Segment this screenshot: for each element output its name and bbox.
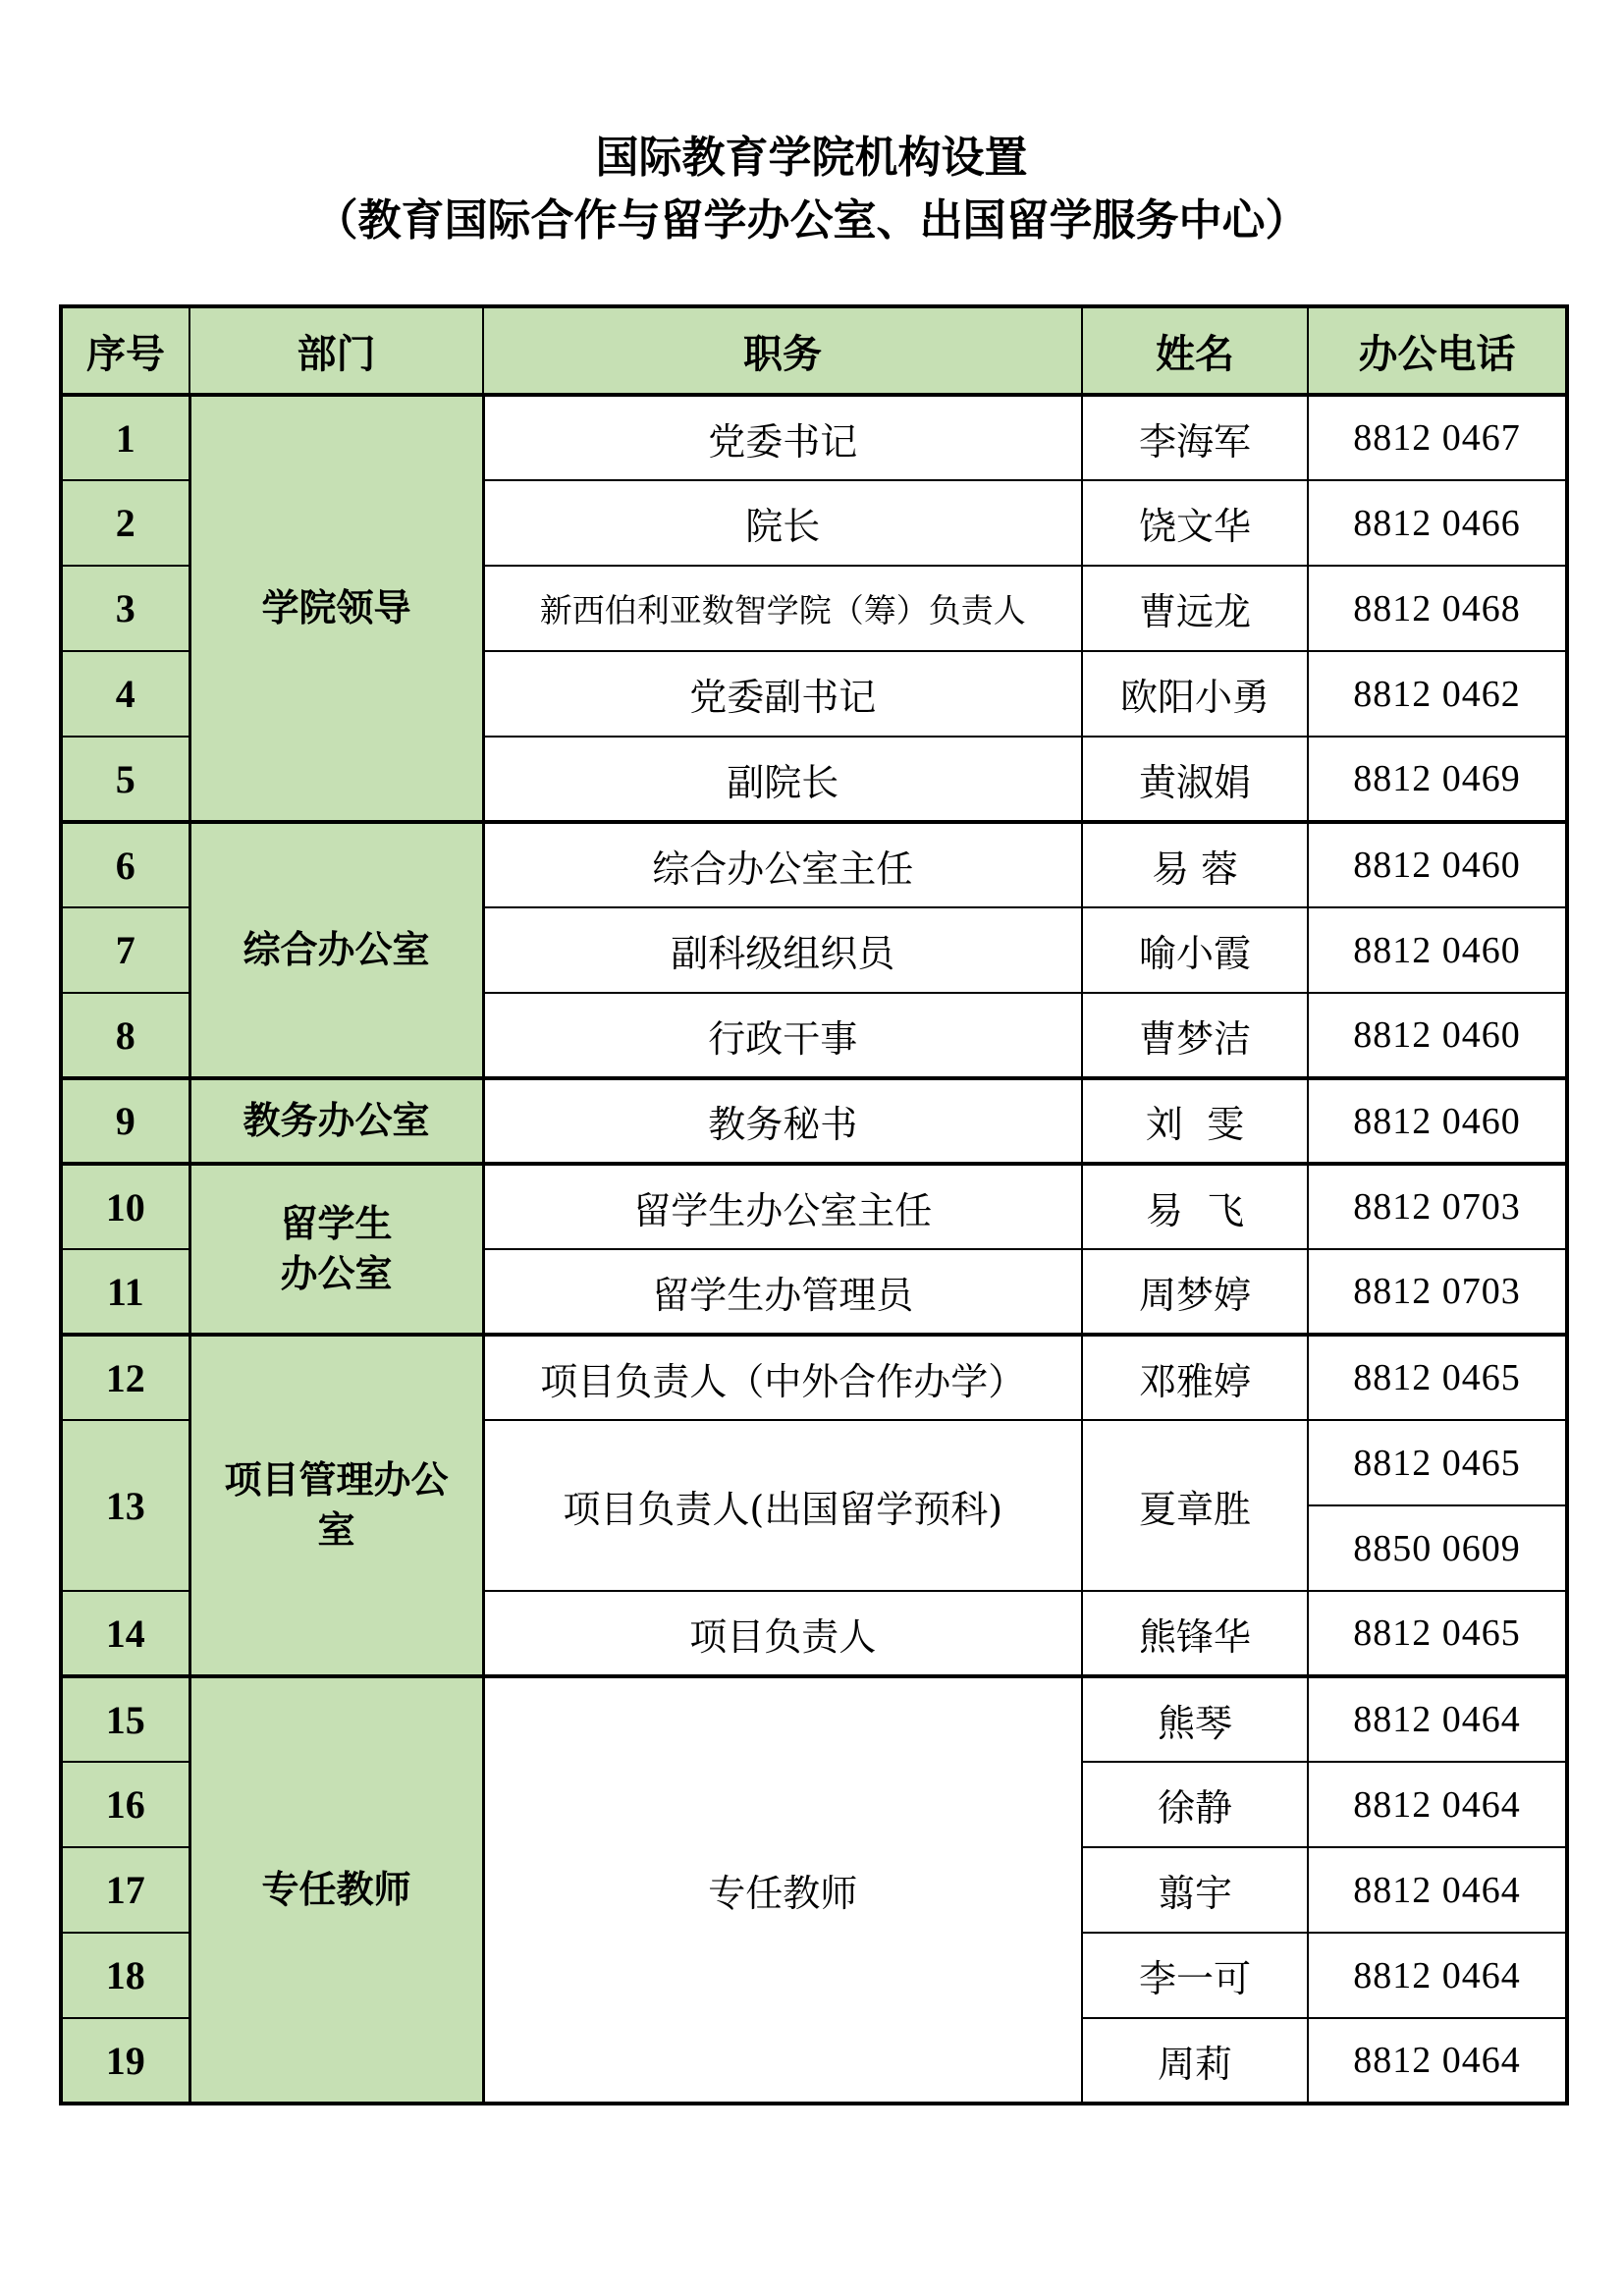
name-cell: 曹梦洁	[1082, 993, 1308, 1078]
table-row	[61, 1676, 1567, 1762]
name-cell: 刘 雯	[1082, 1078, 1308, 1164]
header-position: 职务	[483, 306, 1082, 395]
org-table	[59, 304, 1569, 2105]
name-cell: 黄淑娟	[1082, 737, 1308, 822]
phone-cell: 8812 0703	[1308, 1249, 1567, 1335]
position-cell: 副科级组织员	[483, 907, 1082, 993]
position-cell: 专任教师	[483, 1676, 1082, 2104]
position-cell: 留学生办管理员	[483, 1249, 1082, 1335]
name-cell: 喻小霞	[1082, 907, 1308, 993]
seq-cell: 5	[61, 737, 189, 822]
dept-cell: 专任教师	[189, 1676, 483, 2104]
seq-cell: 7	[61, 907, 189, 993]
seq-cell: 2	[61, 480, 189, 566]
seq-cell: 4	[61, 651, 189, 737]
name-cell: 徐静	[1082, 1762, 1308, 1847]
name-cell: 李一可	[1082, 1933, 1308, 2018]
page-title: 国际教育学院机构设置	[595, 133, 1028, 183]
seq-cell: 9	[61, 1078, 189, 1164]
dept-cell: 综合办公室	[189, 822, 483, 1078]
name-cell: 易 蓉	[1082, 822, 1308, 907]
seq-cell: 18	[61, 1933, 189, 2018]
name-cell: 翦宇	[1082, 1847, 1308, 1933]
position-cell: 项目负责人（中外合作办学）	[483, 1335, 1082, 1420]
page-subtitle: （教育国际合作与留学办公室、出国留学服务中心）	[314, 195, 1309, 246]
phone-cell: 8812 0467	[1308, 395, 1567, 480]
name-cell: 饶文华	[1082, 480, 1308, 566]
phone-cell: 8812 0460	[1308, 1078, 1567, 1164]
phone-cell: 8850 0609	[1308, 1505, 1567, 1591]
phone-cell: 8812 0703	[1308, 1164, 1567, 1249]
phone-cell: 8812 0460	[1308, 993, 1567, 1078]
seq-cell: 11	[61, 1249, 189, 1335]
seq-cell: 1	[61, 395, 189, 480]
phone-cell: 8812 0460	[1308, 907, 1567, 993]
phone-cell: 8812 0464	[1308, 1933, 1567, 2018]
header-seq: 序号	[61, 306, 189, 395]
phone-cell: 8812 0462	[1308, 651, 1567, 737]
dept-label-line: 办公室	[280, 1252, 393, 1295]
position-cell: 副院长	[483, 737, 1082, 822]
dept-cell	[189, 1335, 483, 1676]
seq-cell: 13	[61, 1420, 189, 1591]
seq-cell: 6	[61, 822, 189, 907]
seq-cell: 10	[61, 1164, 189, 1249]
position-cell: 行政干事	[483, 993, 1082, 1078]
phone-cell: 8812 0464	[1308, 1676, 1567, 1762]
seq-cell: 3	[61, 566, 189, 651]
phone-cell: 8812 0464	[1308, 2018, 1567, 2104]
phone-cell: 8812 0465	[1308, 1420, 1567, 1505]
name-cell: 邓雅婷	[1082, 1335, 1308, 1420]
phone-cell: 8812 0464	[1308, 1847, 1567, 1933]
seq-cell: 19	[61, 2018, 189, 2104]
header-dept: 部门	[189, 306, 483, 395]
phone-cell: 8812 0465	[1308, 1591, 1567, 1676]
position-cell: 院长	[483, 480, 1082, 566]
table-row	[61, 1335, 1567, 1420]
table-row	[61, 395, 1567, 480]
phone-cell: 8812 0468	[1308, 566, 1567, 651]
seq-cell: 8	[61, 993, 189, 1078]
position-cell: 教务秘书	[483, 1078, 1082, 1164]
dept-label-line: 室	[317, 1508, 355, 1552]
seq-cell: 16	[61, 1762, 189, 1847]
position-cell: 综合办公室主任	[483, 822, 1082, 907]
header-phone: 办公电话	[1308, 306, 1567, 395]
dept-cell	[189, 1164, 483, 1335]
table-row	[61, 1078, 1567, 1164]
name-cell: 曹远龙	[1082, 566, 1308, 651]
position-cell: 留学生办公室主任	[483, 1164, 1082, 1249]
phone-cell: 8812 0464	[1308, 1762, 1567, 1847]
dept-label-line: 项目管理办公	[224, 1457, 449, 1502]
seq-cell: 14	[61, 1591, 189, 1676]
table-row	[61, 822, 1567, 907]
phone-cell: 8812 0465	[1308, 1335, 1567, 1420]
seq-cell: 15	[61, 1676, 189, 1762]
position-cell: 党委书记	[483, 395, 1082, 480]
position-cell: 党委副书记	[483, 651, 1082, 737]
position-cell: 项目负责人(出国留学预科)	[483, 1420, 1082, 1591]
seq-cell: 17	[61, 1847, 189, 1933]
name-cell: 周梦婷	[1082, 1249, 1308, 1335]
name-cell: 周莉	[1082, 2018, 1308, 2104]
position-cell: 新西伯利亚数智学院（筹）负责人	[483, 566, 1082, 651]
seq-cell: 12	[61, 1335, 189, 1420]
name-cell: 夏章胜	[1082, 1420, 1308, 1591]
position-cell: 项目负责人	[483, 1591, 1082, 1676]
phone-cell: 8812 0469	[1308, 737, 1567, 822]
name-cell: 李海军	[1082, 395, 1308, 480]
table-row	[61, 1164, 1567, 1249]
name-cell: 易 飞	[1082, 1164, 1308, 1249]
header-name: 姓名	[1082, 306, 1308, 395]
dept-label-line: 留学生	[280, 1201, 393, 1245]
dept-cell: 教务办公室	[189, 1078, 483, 1164]
table-header-row	[61, 306, 1567, 395]
phone-cell: 8812 0466	[1308, 480, 1567, 566]
phone-cell: 8812 0460	[1308, 822, 1567, 907]
name-cell: 欧阳小勇	[1082, 651, 1308, 737]
dept-cell: 学院领导	[189, 395, 483, 822]
name-cell: 熊锋华	[1082, 1591, 1308, 1676]
name-cell: 熊琴	[1082, 1676, 1308, 1762]
